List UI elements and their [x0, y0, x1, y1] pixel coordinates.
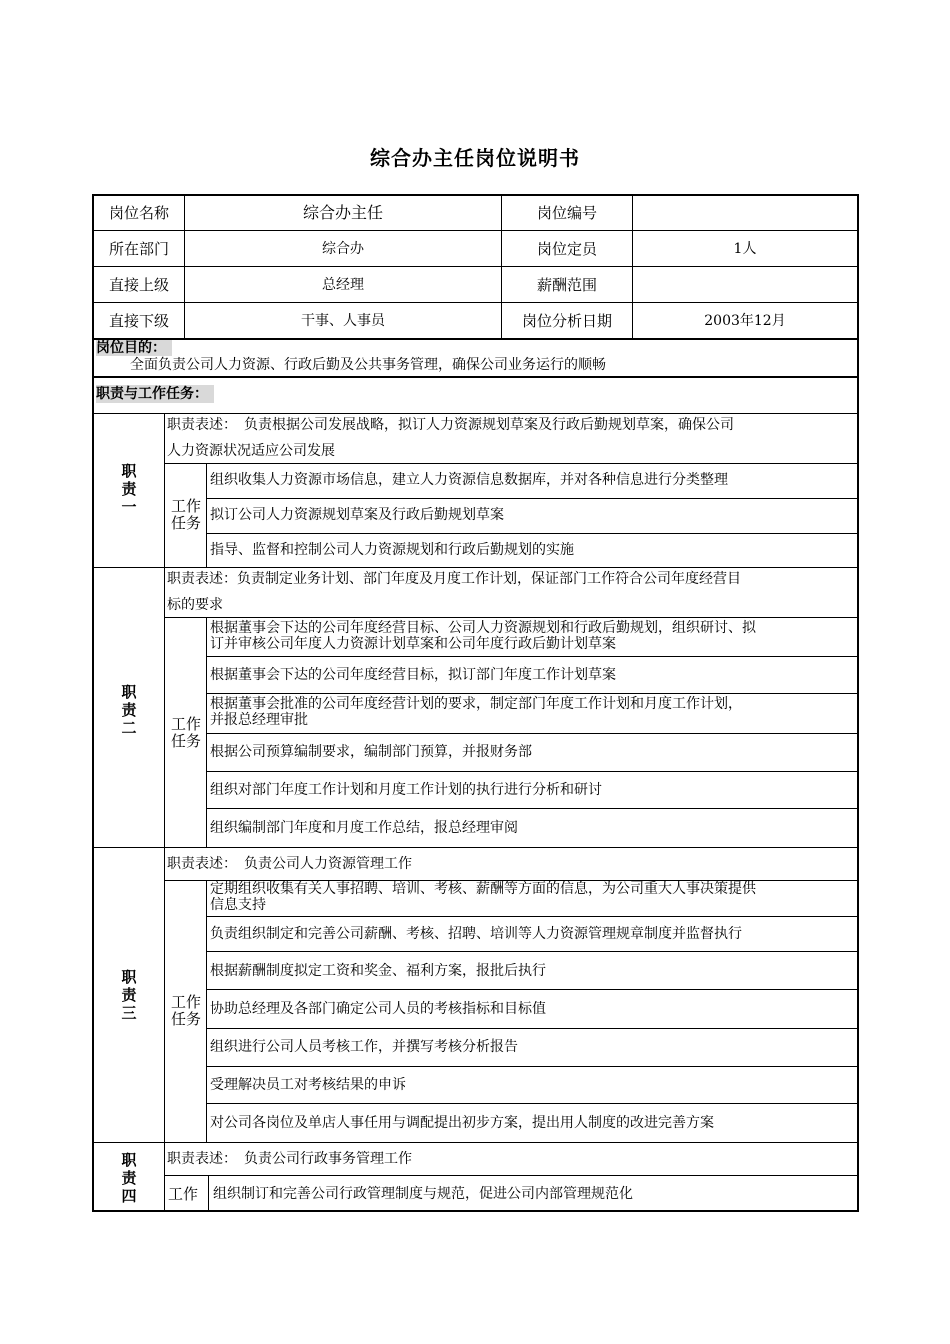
duty-4-description: 职责表述： 负责公司行政事务管理工作	[167, 1151, 412, 1167]
duty-1-description-line-1: 职责表述： 负责根据公司发展战略，拟订人力资源规划草案及行政后勤规划草案，确保公司	[167, 417, 734, 433]
duty-2-task-5: 组织对部门年度工作计划和月度工作计划的执行进行分析和研讨	[210, 782, 602, 798]
duty-3-task-4: 协助总经理及各部门确定公司人员的考核指标和目标值	[210, 1001, 546, 1017]
duty-2-task-1-line-2: 订并审核公司年度人力资源计划草案和公司年度行政后勤计划草案	[210, 636, 616, 652]
duty-3-task-3: 根据薪酬制度拟定工资和奖金、福利方案，报批后执行	[210, 963, 546, 979]
duty-1-label: 职 责 一	[121, 462, 137, 516]
duty-2-description-line-2: 标的要求	[167, 597, 223, 613]
salary-range-label: 薪酬范围	[536, 276, 597, 294]
duty-2-description-line-1: 职责表述：负责制定业务计划、部门年度及月度工作计划，保证部门工作符合公司年度经营目	[167, 571, 741, 587]
headcount-label: 岗位定员	[536, 240, 597, 258]
duty-3-task-5: 组织进行公司人员考核工作，并撰写考核分析报告	[210, 1039, 518, 1055]
duty-3-task-1-line-2: 信息支持	[210, 897, 266, 913]
job-description-table	[92, 194, 859, 1212]
duty-2-task-1-line-1: 根据董事会下达的公司年度经营目标、公司人力资源规划和行政后勤规划，组织研讨、拟	[210, 620, 756, 636]
duty-3-task-label: 工作 任务	[170, 993, 201, 1028]
duty-2-label: 职 责 二	[121, 683, 137, 737]
duty-3-task-7: 对公司各岗位及单店人事任用与调配提出初步方案，提出用人制度的改进完善方案	[210, 1115, 714, 1131]
duties-label: 职责与工作任务：	[96, 385, 214, 403]
duty-3-description: 职责表述： 负责公司人力资源管理工作	[167, 856, 412, 872]
duty-2-task-2: 根据董事会下达的公司年度经营目标，拟订部门年度工作计划草案	[210, 667, 616, 683]
duty-2-task-label: 工作 任务	[170, 715, 201, 750]
analysis-date-label: 岗位分析日期	[521, 312, 612, 330]
duty-3-task-6: 受理解决员工对考核结果的申诉	[210, 1077, 406, 1093]
duty-3-task-1-line-1: 定期组织收集有关人事招聘、培训、考核、薪酬等方面的信息，为公司重大人事决策提供	[210, 881, 756, 897]
department-label: 所在部门	[108, 240, 169, 258]
direct-subordinate-label: 直接下级	[108, 312, 169, 330]
position-name-value: 综合办主任	[302, 203, 383, 222]
document-title: 综合办主任岗位说明书	[370, 146, 580, 170]
direct-superior-value: 总经理	[322, 277, 364, 293]
duty-1-task-3: 指导、监督和控制公司人力资源规划和行政后勤规划的实施	[210, 542, 574, 558]
position-number-label: 岗位编号	[536, 204, 597, 222]
duty-4-task-1: 组织制订和完善公司行政管理制度与规范，促进公司内部管理规范化	[213, 1186, 633, 1202]
duty-1-task-label: 工作 任务	[170, 497, 201, 532]
duty-2-task-3-line-2: 并报总经理审批	[210, 712, 308, 728]
direct-superior-label: 直接上级	[108, 276, 169, 294]
duty-2-task-4: 根据公司预算编制要求，编制部门预算，并报财务部	[210, 744, 532, 760]
duty-1-task-1: 组织收集人力资源市场信息，建立人力资源信息数据库，并对各种信息进行分类整理	[210, 472, 728, 488]
purpose-text: 全面负责公司人力资源、行政后勤及公共事务管理，确保公司业务运行的顺畅	[130, 357, 606, 373]
headcount-value: 1人	[733, 241, 757, 257]
duty-3-label: 职 责 三	[121, 968, 137, 1022]
purpose-label: 岗位目的：	[96, 340, 172, 356]
duty-3-task-2: 负责组织制定和完善公司薪酬、考核、招聘、培训等人力资源管理规章制度并监督执行	[210, 926, 742, 942]
direct-subordinate-value: 干事、人事员	[301, 313, 385, 329]
duty-2-task-6: 组织编制部门年度和月度工作总结，报总经理审阅	[210, 820, 518, 836]
duty-4-label: 职 责 四	[121, 1151, 137, 1205]
department-value: 综合办	[322, 241, 364, 257]
analysis-date-value: 2003年12月	[704, 313, 786, 329]
duty-4-task-label: 工作	[168, 1185, 199, 1203]
position-name-label: 岗位名称	[108, 204, 169, 222]
duty-1-task-2: 拟订公司人力资源规划草案及行政后勤规划草案	[210, 507, 504, 523]
duty-1-description-line-2: 人力资源状况适应公司发展	[167, 443, 335, 459]
duty-2-task-3-line-1: 根据董事会批准的公司年度经营计划的要求，制定部门年度工作计划和月度工作计划，	[210, 696, 742, 712]
